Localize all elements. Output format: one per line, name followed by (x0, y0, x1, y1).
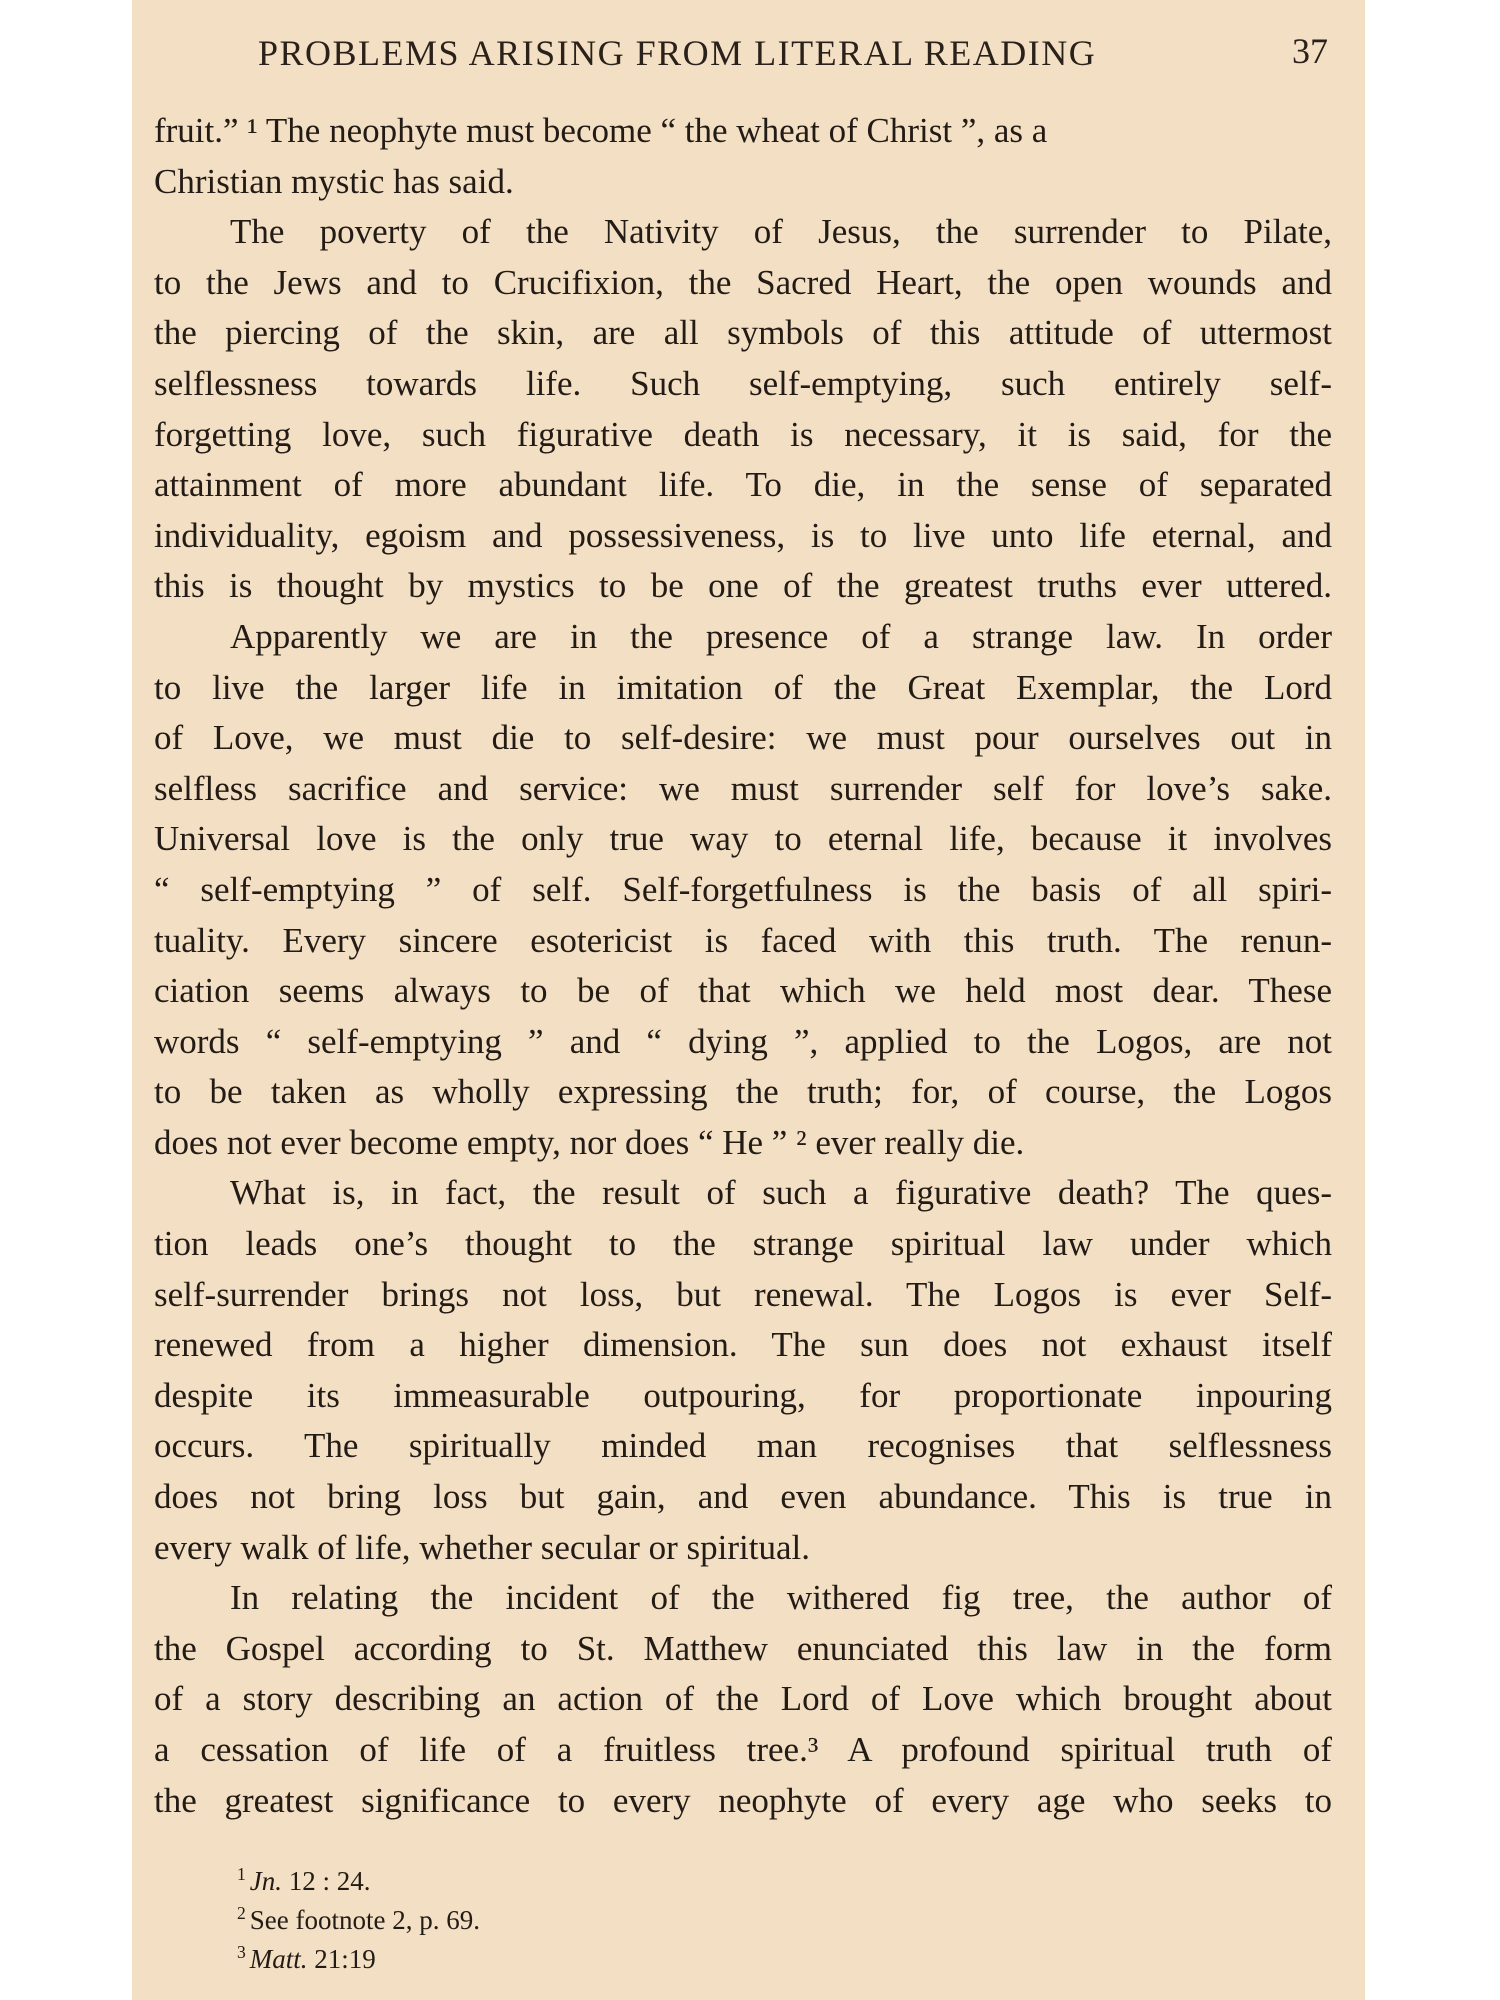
text-line: self-surrender brings not loss, but renewal. The Logos is ever Self- (154, 1274, 1332, 1314)
footnote-text: See footnote 2, p. 69. (249, 1905, 480, 1935)
text-line: occurs. The spiritually minded man recognises that selflessness (154, 1426, 1332, 1466)
text-line: to live the larger life in imitation of the Great Exemplar, the Lord (154, 667, 1332, 707)
text-line: the Gospel according to St. Matthew enunciated this law in the form (154, 1628, 1332, 1668)
footnote-marker: 1 (237, 1864, 246, 1884)
text-line: to the Jews and to Crucifixion, the Sacred Heart, the open wounds and (154, 262, 1332, 302)
text-line: words “ self-emptying ” and “ dying ”, applied to the Logos, are not (154, 1021, 1332, 1061)
footnote-marker: 3 (237, 1942, 246, 1962)
footnote-1 (237, 1862, 1137, 1901)
footnote-2 (237, 1901, 1137, 1940)
text-line: In relating the incident of the withered fig tree, the author of (230, 1578, 1332, 1618)
text-line: despite its immeasurable outpouring, for proportionate inpouring (154, 1375, 1332, 1415)
text-line: Universal love is the only true way to eternal life, because it involves (154, 819, 1332, 859)
footnote-text: 21:19 (307, 1944, 376, 1974)
footnotes (237, 1862, 1137, 1979)
text-line: forgetting love, such figurative death is necessary, it is said, for the (154, 414, 1332, 454)
text-line: to be taken as wholly expressing the truth; for, of course, the Logos (154, 1072, 1332, 1112)
text-line: this is thought by mystics to be one of the greatest truths ever uttered. (154, 566, 1332, 606)
text-line: the piercing of the skin, are all symbols of this attitude of uttermost (154, 313, 1332, 353)
text-line: Apparently we are in the presence of a strange law. In order (230, 616, 1332, 656)
text-line: tuality. Every sincere esotericist is faced with this truth. The renun- (154, 920, 1332, 960)
text-line: of Love, we must die to self-desire: we must pour ourselves out in (154, 718, 1332, 758)
running-header (132, 28, 1365, 80)
text-line: the greatest significance to every neophyte of every age who seeks to (154, 1780, 1332, 1820)
text-line: does not bring loss but gain, and even abundance. This is true in (154, 1477, 1332, 1517)
footnote-source: Jn. (249, 1866, 282, 1896)
body-text (154, 106, 1332, 1826)
text-line: The poverty of the Nativity of Jesus, the surrender to Pilate, (230, 212, 1332, 252)
footnote-marker: 2 (237, 1903, 246, 1923)
chapter-title: PROBLEMS ARISING FROM LITERAL READING (258, 33, 1097, 73)
text-line: every walk of life, whether secular or spiritual. (154, 1527, 810, 1567)
text-line: selflessness towards life. Such self-emptying, such entirely self- (154, 363, 1332, 403)
text-line: Christian mystic has said. (154, 161, 514, 201)
text-line: a cessation of life of a fruitless tree.³ A profound spiritual truth of (154, 1730, 1332, 1769)
text-line: renewed from a higher dimension. The sun does not exhaust itself (154, 1325, 1332, 1365)
text-line: individuality, egoism and possessiveness, is to live unto life eternal, and (154, 515, 1332, 555)
text-line: fruit.” ¹ The neophyte must become “ the wheat of Christ ”, as a (154, 111, 1048, 150)
text-line: of a story describing an action of the Lord of Love which brought about (154, 1679, 1332, 1719)
text-line: selfless sacrifice and service: we must surrender self for love’s sake. (154, 768, 1332, 808)
book-page (132, 0, 1365, 2000)
text-line: ciation seems always to be of that which we held most dear. These (154, 971, 1332, 1011)
text-line: attainment of more abundant life. To die, in the sense of separated (154, 465, 1332, 505)
text-line: What is, in fact, the result of such a figurative death? The ques- (230, 1173, 1332, 1213)
text-line: “ self-emptying ” of self. Self-forgetfulness is the basis of all spiri- (154, 869, 1332, 909)
footnote-text: 12 : 24. (282, 1866, 371, 1896)
text-line: tion leads one’s thought to the strange spiritual law under which (154, 1224, 1332, 1264)
text-line: does not ever become empty, nor does “ He ” ² ever really die. (154, 1122, 1025, 1162)
page-number: 37 (1292, 31, 1328, 71)
footnote-source: Matt. (249, 1944, 308, 1974)
footnote-3 (237, 1940, 1137, 1979)
